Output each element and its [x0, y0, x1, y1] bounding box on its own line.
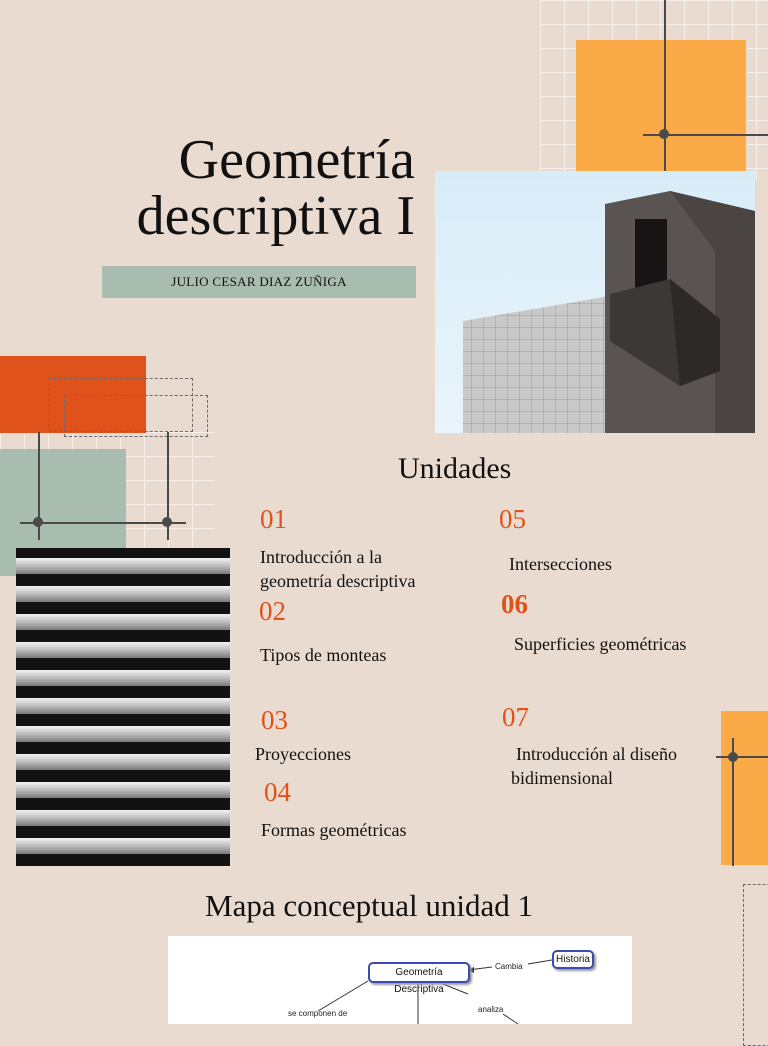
left-cross-dot-2 — [162, 517, 172, 527]
unit-number-04: 04 — [264, 777, 291, 807]
building-photo — [435, 171, 755, 433]
left-cross-dot-1 — [33, 517, 43, 527]
unit-label-03: Proyecciones — [255, 744, 351, 764]
yellow-strip-right — [721, 711, 768, 865]
author-name: JULIO CESAR DIAZ ZUÑIGA — [171, 274, 347, 289]
concept-map-image — [168, 936, 632, 1024]
unit-number-01: 01 — [260, 504, 287, 534]
crosshair-dot — [659, 129, 669, 139]
concept-node-main: Geometría Descriptiva — [368, 962, 470, 983]
edge-label-analyzes: analiza — [478, 1005, 504, 1014]
unit-number-07: 07 — [502, 702, 529, 732]
louvre-photo — [16, 548, 230, 866]
unit-number-06: 06 — [501, 589, 528, 619]
author-banner — [102, 266, 416, 298]
unit-number-02: 02 — [259, 596, 286, 626]
title-line-2: descriptiva I — [136, 185, 415, 247]
crosshair-line-vertical — [664, 0, 666, 172]
unit-label-07: Introducción al diseño bidimensional — [511, 744, 677, 788]
unit-label-04: Formas geométricas — [261, 820, 407, 840]
units-heading: Unidades — [398, 452, 512, 485]
unit-label-01: Introducción a la geometría descriptiva — [260, 547, 416, 591]
unit-number-05: 05 — [499, 504, 526, 534]
edge-label-changes: Cambia — [495, 962, 523, 971]
unit-label-02: Tipos de monteas — [260, 645, 387, 665]
page-title — [115, 129, 415, 247]
edge-label-composed: se componen de — [288, 1009, 348, 1018]
yellow-square-top — [576, 40, 746, 182]
dashed-frame-right — [743, 884, 768, 1046]
concept-map-heading: Mapa conceptual unidad 1 — [205, 888, 533, 923]
dashed-frame-2 — [64, 395, 208, 437]
unit-number-03: 03 — [261, 705, 288, 735]
right-cross-horizontal — [716, 756, 768, 758]
right-cross-dot — [728, 752, 738, 762]
unit-label-05: Intersecciones — [509, 554, 612, 574]
concept-node-history: Historia — [552, 950, 594, 969]
unit-label-06: Superficies geométricas — [514, 634, 687, 654]
title-line-1: Geometría — [178, 129, 415, 191]
